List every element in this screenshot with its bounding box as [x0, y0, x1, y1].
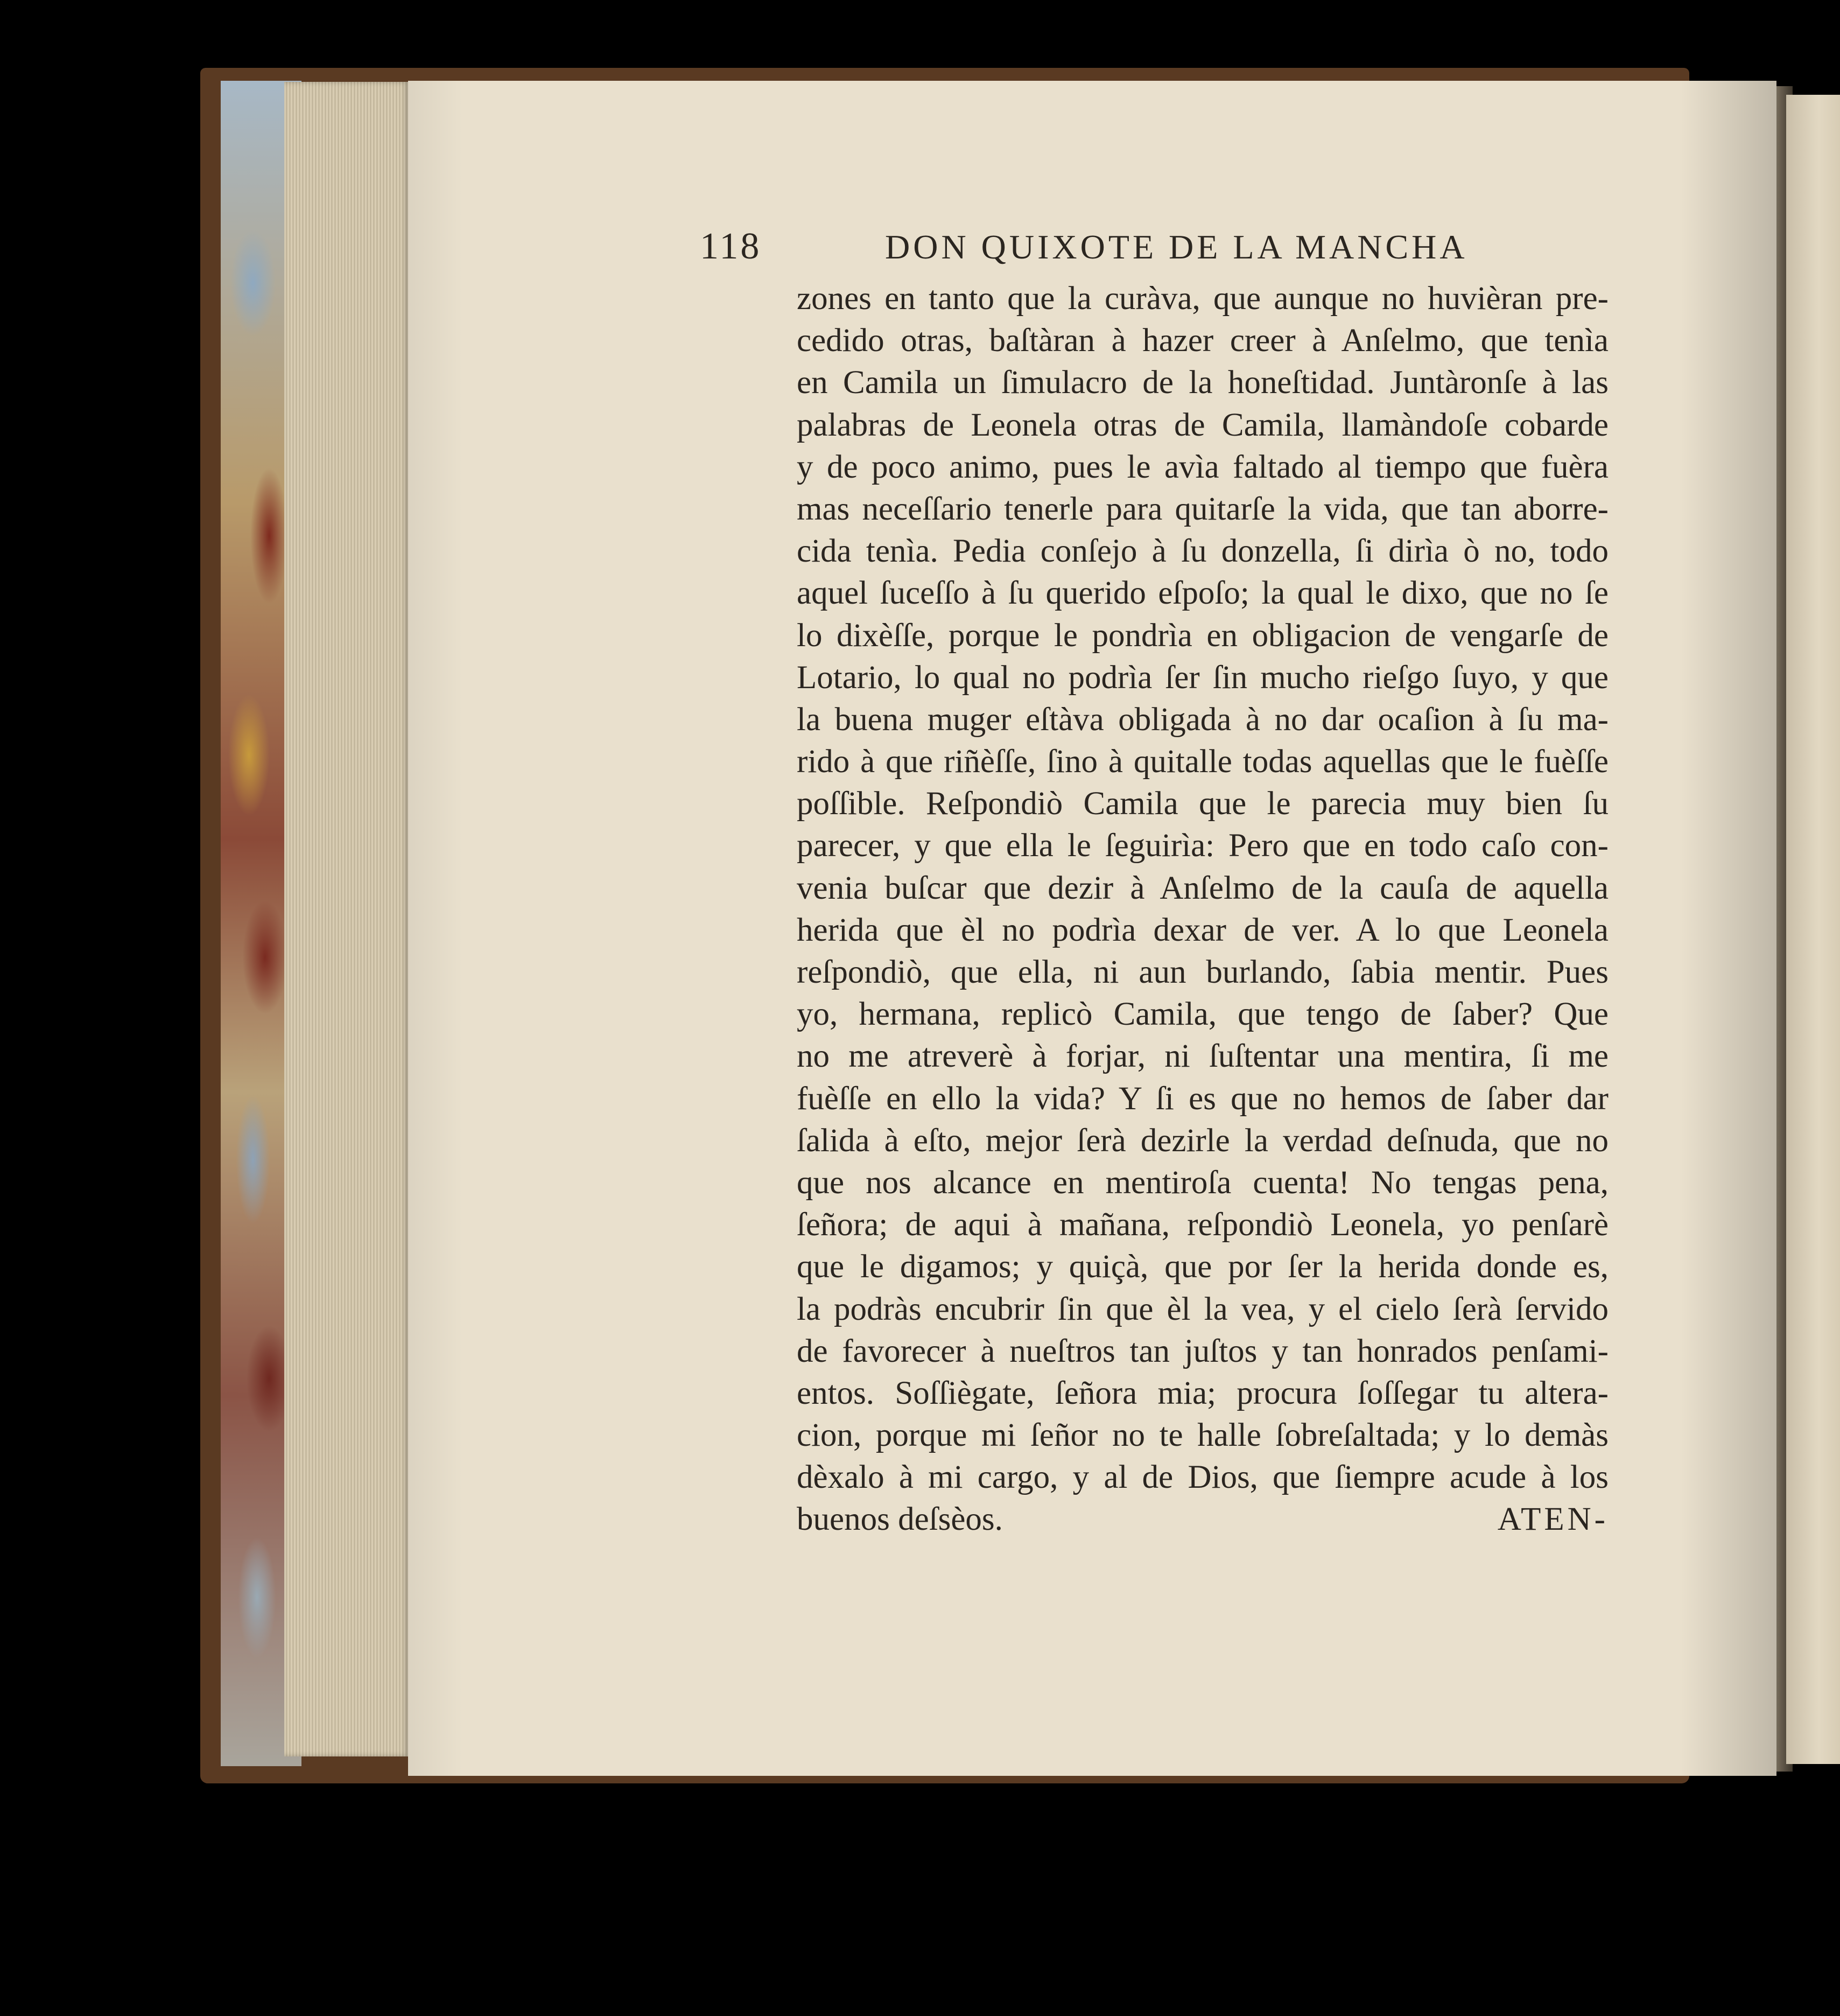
running-title: DON QUIXOTE DE LA MANCHA — [885, 228, 1468, 266]
text-line: yo, hermana, replicò Camila, que tengo de ſaber? Que — [797, 996, 1609, 1033]
text-line: de favorecer à nueſtros tan juſtos y tan honrados penſami- — [797, 1333, 1609, 1369]
text-line: no me atreverè à forjar, ni ſuſtentar una mentira, ſi me — [797, 1038, 1609, 1075]
text-line: rido à que riñèſſe, ſino à quitalle todas aquellas que le fuèſſe — [797, 744, 1609, 780]
text-line: zones en tanto que la curàva, que aunque no huvièran pre- — [797, 281, 1609, 317]
text-line: aquel ſuceſſo à ſu querido eſpoſo; la qual le dixo, que no ſe — [797, 575, 1609, 612]
body-text — [797, 278, 1609, 1541]
text-line: herida que èl no podrìa dexar de ver. A lo que Leonela — [797, 912, 1609, 948]
facing-page-edge — [1786, 95, 1840, 1764]
text-line: cida tenìa. Pedia conſejo à ſu donzella, ſi dirìa ò no, todo — [797, 533, 1609, 570]
text-line: venia buſcar que dezir à Anſelmo de la cauſa de aquella — [797, 870, 1609, 906]
text-line: palabras de Leonela otras de Camila, llamàndoſe cobarde — [797, 407, 1609, 443]
text-line: mas neceſſario tenerle para quitarſe la vida, que tan aborre- — [797, 491, 1609, 527]
text-line: en Camila un ſimulacro de la honeſtidad. Juntàronſe à las — [797, 365, 1609, 401]
final-text-line: buenos deſsèos. — [797, 1501, 1003, 1538]
text-line: lo dixèſſe, porque le pondrìa en obligacion de vengarſe de — [797, 617, 1609, 654]
text-line: y de poco animo, pues le avìa faltado al tiempo que fuèra — [797, 449, 1609, 485]
catchword: ATEN- — [1497, 1501, 1609, 1538]
text-line: la buena muger eſtàva obligada à no dar ocaſion à ſu ma- — [797, 701, 1609, 738]
text-line: cedido otras, baſtàran à hazer creer à Anſelmo, que tenìa — [797, 323, 1609, 359]
text-line: cion, porque mi ſeñor no te halle ſobreſaltada; y lo demàs — [797, 1417, 1609, 1454]
text-line: la podràs encubrir ſin que èl la vea, y el cielo ſerà ſervido — [797, 1291, 1609, 1327]
text-line: dèxalo à mi cargo, y al de Dios, que ſiempre acude à los — [797, 1459, 1609, 1496]
text-line: entos. Soſſiègate, ſeñora mia; procura ſoſſegar tu altera- — [797, 1375, 1609, 1411]
text-line: ſalida à eſto, mejor ſerà dezirle la verdad deſnuda, que no — [797, 1122, 1609, 1159]
text-line: reſpondiò, que ella, ni aun burlando, ſabia mentir. Pues — [797, 954, 1609, 990]
text-line: poſſible. Reſpondiò Camila que le parecia muy bien ſu — [797, 786, 1609, 822]
text-line: ſeñora; de aqui à mañana, reſpondiò Leonela, yo penſarè — [797, 1207, 1609, 1243]
text-line: que nos alcance en mentiroſa cuenta! No tengas pena, — [797, 1164, 1609, 1201]
page-block-edges — [284, 82, 409, 1756]
text-line: que le digamos; y quiçà, que por ſer la herida donde es, — [797, 1249, 1609, 1285]
text-line: fuèſſe en ello la vida? Y ſi es que no hemos de ſaber dar — [797, 1080, 1609, 1117]
final-line-row — [797, 1499, 1609, 1541]
running-head — [700, 220, 1518, 280]
page-number: 118 — [700, 226, 762, 267]
text-line: parecer, y que ella le ſeguirìa: Pero que en todo caſo con- — [797, 828, 1609, 864]
text-line: Lotario, lo qual no podrìa ſer ſin mucho rieſgo ſuyo, y que — [797, 659, 1609, 696]
